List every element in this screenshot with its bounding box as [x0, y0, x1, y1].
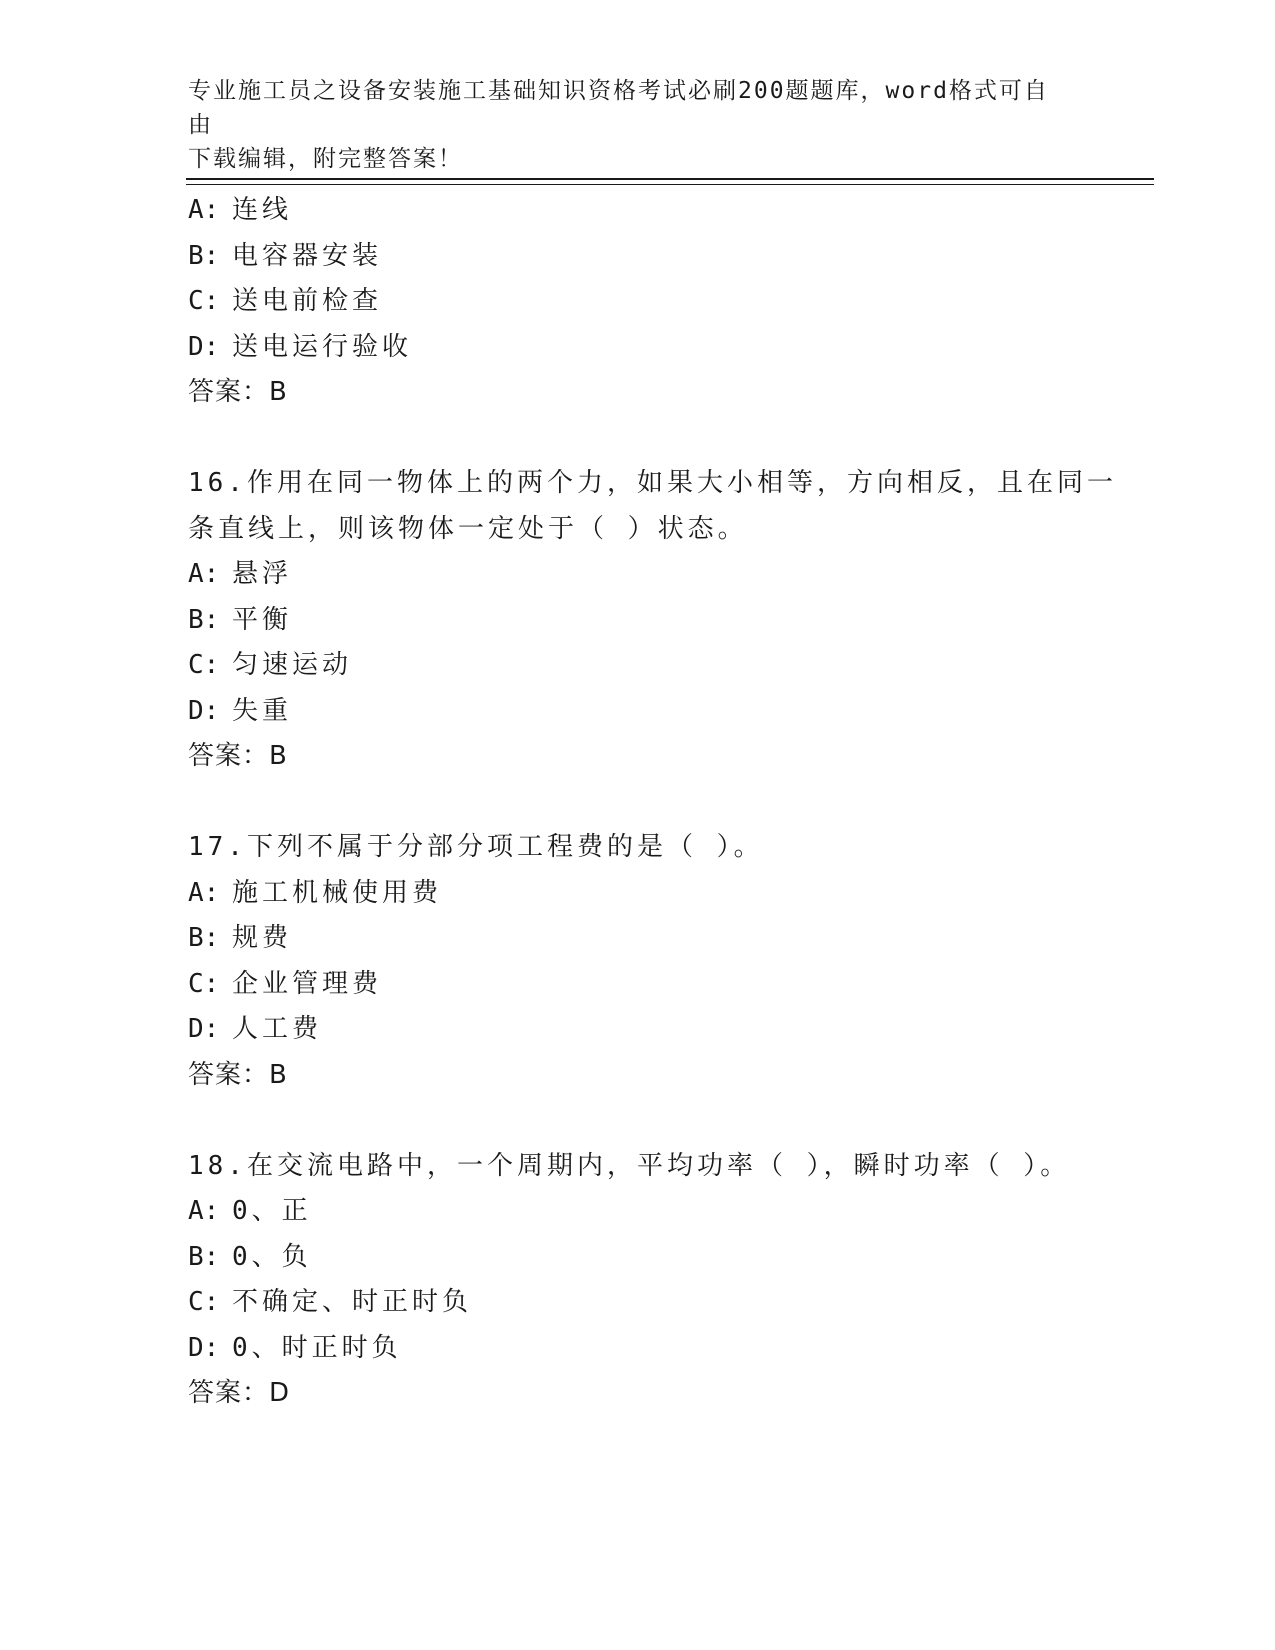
answer-line: 答案：D — [188, 1378, 291, 1408]
option-c: C: 不确定、时正时负 — [188, 1287, 473, 1317]
option-b: B: 规费 — [188, 923, 293, 953]
header-divider-thin — [186, 184, 1154, 185]
option-d: D: 人工费 — [188, 1014, 323, 1044]
answer-line: 答案：B — [188, 1059, 288, 1090]
header-line-1: 专业施工员之设备安装施工基础知识资格考试必刷200题题库，word格式可自由 — [188, 78, 1049, 138]
question-stem-line: 条直线上，则该物体一定处于（ ）状态。 — [188, 513, 748, 544]
option-b: B: 平衡 — [188, 604, 293, 635]
option-a: A: 悬浮 — [188, 559, 293, 589]
option-b: B: 0、负 — [188, 1241, 312, 1272]
option-d: D: 送电运行验收 — [188, 331, 413, 362]
question-16 — [188, 461, 1117, 780]
document-header — [188, 74, 1068, 176]
answer-line: 答案：B — [188, 741, 288, 771]
option-c: C: 送电前检查 — [188, 286, 383, 316]
option-c: C: 匀速运动 — [188, 650, 353, 680]
option-b: B: 电容器安装 — [188, 240, 383, 271]
header-divider-thick — [186, 178, 1154, 180]
option-d: D: 失重 — [188, 695, 293, 726]
question-18 — [188, 1144, 1088, 1417]
option-d: D: 0、时正时负 — [188, 1332, 402, 1363]
question-stem-line: 18.在交流电路中，一个周期内，平均功率（ ），瞬时功率（ ）。 — [188, 1150, 1071, 1181]
question-stem-line: 16.作用在同一物体上的两个力，如果大小相等，方向相反，且在同一 — [188, 468, 1117, 498]
header-line-2: 下载编辑，附完整答案！ — [188, 146, 463, 172]
option-a: A: 施工机械使用费 — [188, 877, 443, 908]
answer-line: 答案：B — [188, 377, 288, 407]
option-a: A: 0、正 — [188, 1196, 312, 1226]
question-15-continued — [188, 188, 1088, 416]
option-a: A: 连线 — [188, 195, 293, 225]
option-c: C: 企业管理费 — [188, 968, 383, 999]
question-17 — [188, 825, 1088, 1098]
question-stem-line: 17.下列不属于分部分项工程费的是（ ）。 — [188, 832, 764, 862]
question-list — [188, 188, 1117, 1417]
